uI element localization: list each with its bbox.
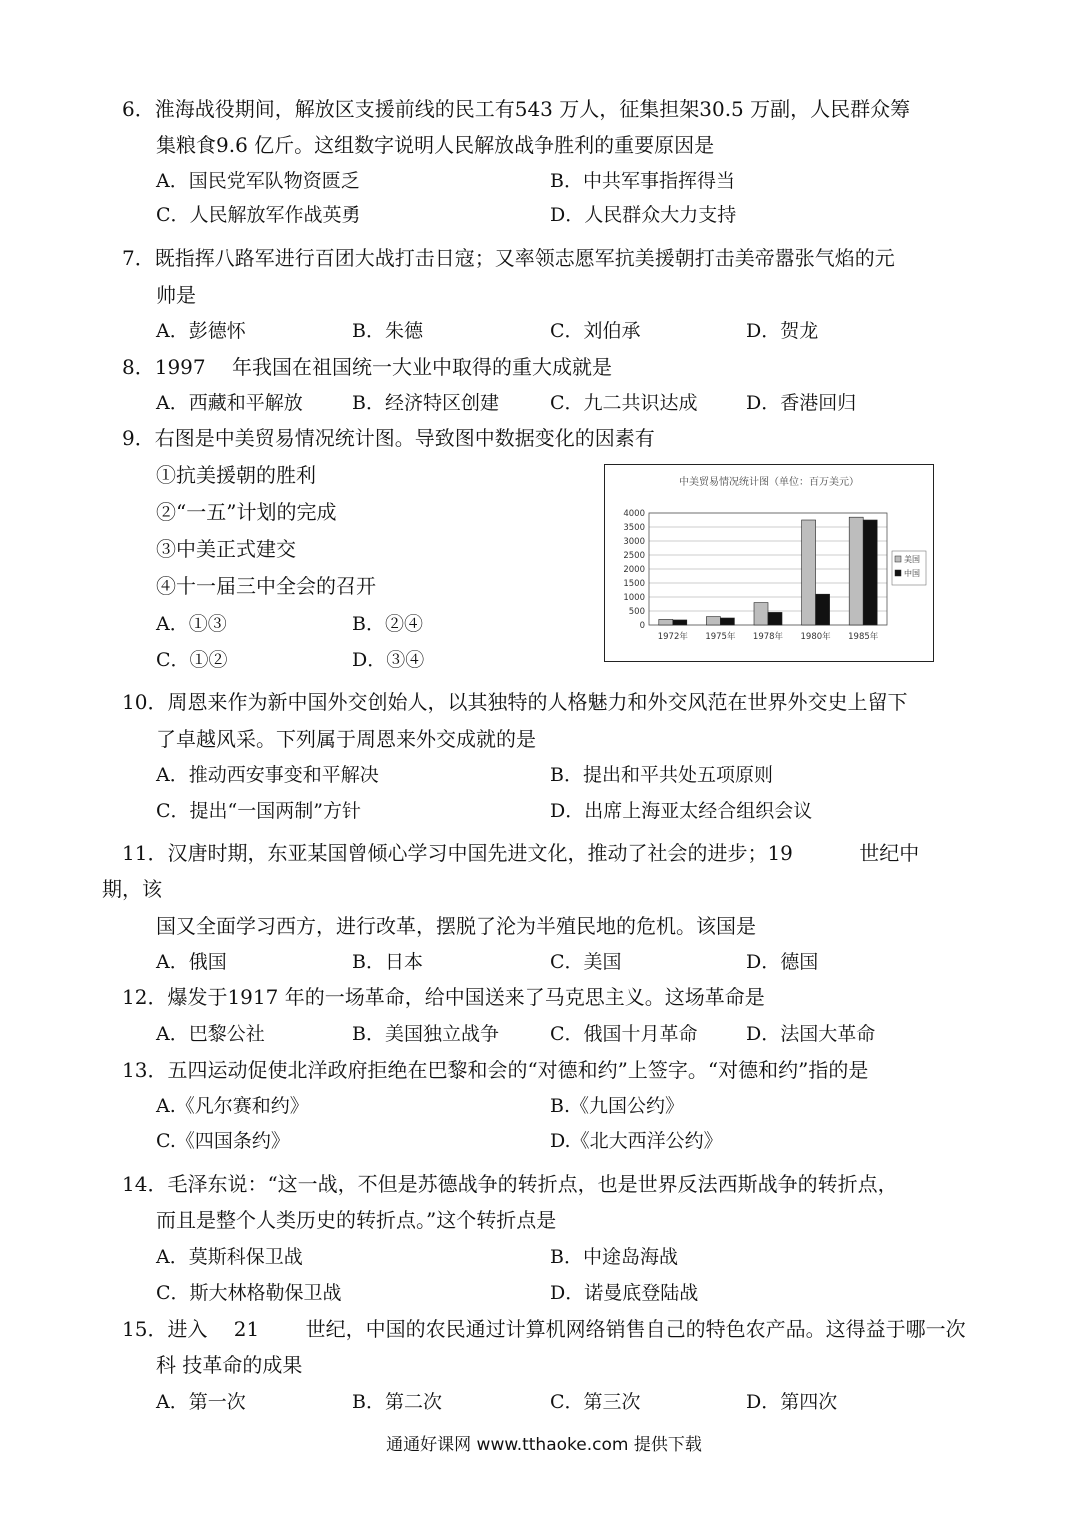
question-14-option-d: D．诺曼底登陆战 (550, 1282, 699, 1304)
question-6-line-2: 集粮食9.6 亿斤。这组数字说明人民解放战争胜利的重要原因是 (156, 133, 715, 157)
question-11-line-1: 11．汉唐时期，东亚某国曾倾心学习中国先进文化，推动了社会的进步；19 世纪中 (122, 841, 920, 865)
question-11-option-a: A．俄国 (156, 951, 227, 973)
chart-x-tick-label: 1975年 (705, 632, 736, 642)
question-13-option-b: B.《九国公约》 (550, 1095, 685, 1117)
chart-bar-us (802, 520, 816, 625)
question-6-option-c: C．人民解放军作战英勇 (156, 204, 361, 226)
chart-y-tick-label: 2000 (623, 565, 645, 575)
question-6-line-1: 6．淮海战役期间，解放区支援前线的民工有543 万人，征集担架30.5 万副，人民群众筹 (122, 97, 911, 121)
chart-bar-china (768, 612, 782, 625)
chart-legend-label: 美国 (904, 555, 920, 564)
question-9-line-1: 9．右图是中美贸易情况统计图。导致图中数据变化的因素有 (122, 426, 655, 450)
question-15-option-b: B．第二次 (352, 1391, 442, 1413)
chart-bar-us (659, 619, 673, 625)
trade-bar-chart (604, 464, 934, 662)
chart-x-tick-label: 1985年 (848, 632, 879, 642)
chart-y-tick-label: 4000 (623, 509, 645, 519)
question-11-line-3: 国又全面学习西方，进行改革，摆脱了沦为半殖民地的危机。该国是 (156, 914, 756, 938)
question-8-option-d: D．香港回归 (746, 392, 857, 414)
question-6-option-d: D．人民群众大力支持 (550, 204, 737, 226)
chart-bar-us (706, 617, 720, 625)
question-13-option-d: D.《北大西洋公约》 (550, 1130, 723, 1152)
question-10-line-1: 10．周恩来作为新中国外交创始人，以其独特的人格魅力和外交风范在世界外交史上留下 (122, 690, 908, 714)
question-13-option-a: A.《凡尔赛和约》 (156, 1095, 309, 1117)
question-7-option-a: A．彭德怀 (156, 320, 246, 342)
question-15-option-a: A．第一次 (156, 1391, 246, 1413)
question-7-option-d: D．贺龙 (746, 320, 819, 342)
chart-bar-china (673, 620, 687, 625)
question-11-option-c: C．美国 (550, 951, 622, 973)
question-8-option-a: A．西藏和平解放 (156, 392, 303, 414)
question-13-option-c: C.《四国条约》 (156, 1130, 290, 1152)
question-10-option-c: C．提出“一国两制”方针 (156, 800, 361, 822)
chart-legend-label: 中国 (904, 569, 920, 578)
question-9-option-c: C．①② (156, 649, 228, 671)
question-14-option-b: B．中途岛海战 (550, 1246, 678, 1268)
question-7-line-2: 帅是 (156, 283, 196, 307)
question-12-option-c: C．俄国十月革命 (550, 1023, 698, 1045)
question-7-line-1: 7．既指挥八路军进行百团大战打击日寇；又率领志愿军抗美援朝打击美帝嚣张气焰的元 (122, 246, 895, 270)
chart-bar-us (754, 603, 768, 625)
chart-y-tick-label: 500 (628, 607, 645, 617)
question-14-line-2: 而且是整个人类历史的转折点。”这个转折点是 (156, 1208, 557, 1232)
chart-bar-china (720, 618, 734, 625)
question-9-statement-2: ②“一五”计划的完成 (156, 500, 337, 524)
question-8-line-1: 8．1997 年我国在祖国统一大业中取得的重大成就是 (122, 355, 612, 379)
question-9-statement-4: ④十一届三中全会的召开 (156, 574, 376, 598)
question-15-option-c: C．第三次 (550, 1391, 641, 1413)
chart-x-tick-label: 1972年 (657, 632, 688, 642)
chart-bar-china (816, 594, 830, 625)
chart-bar-us (849, 517, 863, 625)
question-11-option-b: B．日本 (352, 951, 423, 973)
chart-legend-swatch (895, 570, 901, 576)
question-9-statement-1: ①抗美援朝的胜利 (156, 463, 316, 487)
chart-y-tick-label: 3500 (623, 523, 645, 533)
question-14-option-a: A．莫斯科保卫战 (156, 1246, 303, 1268)
question-6-option-b: B．中共军事指挥得当 (550, 170, 735, 192)
question-12-line-1: 12．爆发于1917 年的一场革命，给中国送来了马克思主义。这场革命是 (122, 985, 765, 1009)
footer-source-text: 通通好课网 www.tthaoke.com 提供下载 (386, 1435, 702, 1455)
chart-y-tick-label: 2500 (623, 551, 645, 561)
question-9-option-b: B．②④ (352, 613, 423, 635)
question-7-option-c: C．刘伯承 (550, 320, 641, 342)
question-10-option-d: D．出席上海亚太经合组织会议 (550, 800, 813, 822)
question-9-option-a: A．①③ (156, 613, 227, 635)
chart-legend-swatch (895, 556, 901, 562)
chart-y-tick-label: 1000 (623, 593, 645, 603)
chart-y-tick-label: 1500 (623, 579, 645, 589)
question-14-line-1: 14．毛泽东说：“这一战，不但是苏德战争的转折点，也是世界反法西斯战争的转折点， (122, 1172, 898, 1196)
question-9-statement-3: ③中美正式建交 (156, 537, 296, 561)
trade-bar-chart-svg (605, 465, 933, 661)
chart-y-tick-label: 0 (639, 621, 645, 631)
question-12-option-a: A．巴黎公社 (156, 1023, 265, 1045)
question-15-line-1: 15．进入 21 世纪，中国的农民通过计算机网络销售自己的特色农产品。这得益于哪一次 (122, 1317, 966, 1341)
question-10-option-a: A．推动西安事变和平解决 (156, 764, 379, 786)
chart-y-tick-label: 3000 (623, 537, 645, 547)
question-10-option-b: B．提出和平共处五项原则 (550, 764, 773, 786)
question-11-option-d: D．德国 (746, 951, 819, 973)
question-8-option-c: C．九二共识达成 (550, 392, 698, 414)
question-10-line-2: 了卓越风采。下列属于周恩来外交成就的是 (156, 727, 536, 751)
chart-title: 中美贸易情况统计图（单位：百万美元） (679, 477, 859, 488)
question-12-option-d: D．法国大革命 (746, 1023, 876, 1045)
question-12-option-b: B．美国独立战争 (352, 1023, 499, 1045)
chart-bar-china (863, 520, 877, 625)
question-15-option-d: D．第四次 (746, 1391, 838, 1413)
question-6-option-a: A．国民党军队物资匮乏 (156, 170, 360, 192)
question-7-option-b: B．朱德 (352, 320, 423, 342)
question-14-option-c: C．斯大林格勒保卫战 (156, 1282, 342, 1304)
question-15-line-2: 科 技革命的成果 (156, 1353, 303, 1377)
question-11-line-2: 期，该 (102, 877, 162, 901)
question-13-line-1: 13．五四运动促使北洋政府拒绝在巴黎和会的“对德和约”上签字。“对德和约”指的是 (122, 1058, 869, 1082)
question-9-option-d: D．③④ (352, 649, 425, 671)
chart-x-tick-label: 1980年 (800, 632, 831, 642)
chart-x-tick-label: 1978年 (752, 632, 784, 642)
question-8-option-b: B．经济特区创建 (352, 392, 499, 414)
